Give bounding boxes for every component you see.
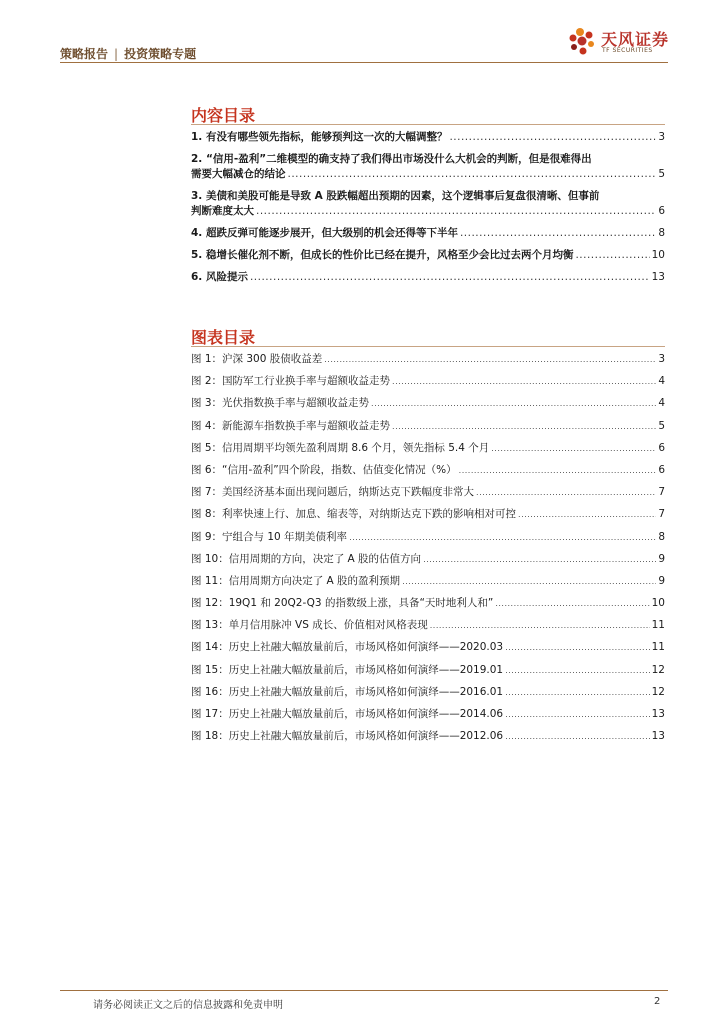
leader-dots <box>392 374 656 389</box>
figure-entry-title: 图 11：信用周期方向决定了 A 股的盈利预期 <box>191 574 401 587</box>
figure-entry-page: 12 <box>651 663 665 676</box>
toc-entry-title: 2. “信用-盈利”二维模型的确支持了我们得出市场没什么大机会的判断，但是很难得出 <box>191 153 592 165</box>
figure-entry-page: 11 <box>651 641 665 654</box>
figure-entry[interactable] <box>191 507 665 529</box>
figure-entry-title: 图 8：利率快速上行、加息、缩表等，对纳斯达克下跌的影响相对可控 <box>191 508 517 521</box>
leader-dots <box>491 441 656 456</box>
leader-dots <box>518 507 656 522</box>
leader-dots <box>505 663 650 678</box>
figure-entry-title: 图 14：历史上社融大幅放量前后，市场风格如何演绎——2020.03 <box>191 641 504 654</box>
leader-dots <box>349 530 656 545</box>
toc-entry[interactable] <box>191 248 665 263</box>
figure-entry-page: 4 <box>658 375 665 388</box>
figure-entry-page: 6 <box>658 463 665 476</box>
figure-entry-page: 7 <box>658 486 665 499</box>
leader-dots <box>505 685 650 700</box>
toc-entry-page: 10 <box>651 249 665 261</box>
figure-entry-page: 13 <box>651 708 665 720</box>
figure-entry-page: 7 <box>658 508 665 521</box>
toc-entry-title: 4. 超跌反弹可能逐步展开，但大级别的机会还得等下半年 <box>191 227 458 239</box>
figure-entry[interactable] <box>191 396 665 418</box>
figure-entry[interactable] <box>191 685 665 707</box>
figure-entry-title: 图 13：单月信用脉冲 VS 成长、价值相对风格表现 <box>191 619 428 632</box>
figure-entry-title: 图 10：信用周期的方向，决定了 A 股的估值方向 <box>191 552 422 565</box>
figure-entry-page: 12 <box>651 685 665 698</box>
leader-dots <box>459 463 657 478</box>
header-divider <box>60 62 668 63</box>
toc-entry-title: 5. 稳增长催化剂不断，但成长的性价比已经在提升，风格至少会比过去两个月均衡 <box>191 249 574 261</box>
figure-entry[interactable] <box>191 374 665 396</box>
leader-dots <box>392 419 656 434</box>
toc-entry[interactable] <box>191 130 665 145</box>
toc-entry[interactable] <box>191 152 665 182</box>
figure-entry-title: 图 15：历史上社融大幅放量前后，市场风格如何演绎——2019.01 <box>191 663 504 676</box>
leader-dots <box>449 130 656 145</box>
flower-logo-icon <box>568 26 598 58</box>
leader-dots <box>256 204 656 219</box>
figure-entry-page: 5 <box>658 419 665 432</box>
leader-dots <box>575 248 649 263</box>
toc-entry-page: 6 <box>658 205 665 217</box>
figure-entry-page: 8 <box>658 530 665 543</box>
figure-entry-title: 图 6：“信用-盈利”四个阶段，指数、估值变化情况（%） <box>191 463 457 476</box>
leader-dots <box>402 574 656 589</box>
figures-rule <box>191 346 665 347</box>
figure-entry[interactable] <box>191 707 665 729</box>
figure-entry-title: 图 7：美国经济基本面出现问题后，纳斯达克下跌幅度非常大 <box>191 486 475 499</box>
figure-entry-title: 图 3：光伏指数换手率与超额收益走势 <box>191 397 370 410</box>
figure-entry-title: 图 17：历史上社融大幅放量前后，市场风格如何演绎——2014.06 <box>191 708 504 720</box>
figure-entry[interactable] <box>191 729 665 751</box>
figure-entry[interactable] <box>191 663 665 685</box>
leader-dots <box>250 270 650 285</box>
figure-entry[interactable] <box>191 640 665 662</box>
contents-title: 内容目录 <box>191 106 256 125</box>
leader-dots <box>505 640 650 655</box>
figure-entry[interactable] <box>191 485 665 507</box>
figure-entry-page: 9 <box>658 552 665 565</box>
toc-entry-page: 3 <box>658 131 665 143</box>
toc-entry-page: 5 <box>658 168 665 180</box>
figure-entry-title: 图 1：沪深 300 股债收益差 <box>191 353 323 365</box>
leader-dots <box>505 707 650 722</box>
leader-dots <box>288 167 657 182</box>
leader-dots <box>476 485 656 500</box>
figure-entry-page: 13 <box>651 730 665 743</box>
header-subcategory: 投资策略专题 <box>124 47 197 61</box>
figure-entry-page: 11 <box>651 619 665 632</box>
figure-entry-title: 图 18：历史上社融大幅放量前后，市场风格如何演绎——2012.06 <box>191 730 504 743</box>
figure-entry[interactable] <box>191 419 665 441</box>
leader-dots <box>430 618 650 633</box>
page-number: 2 <box>654 996 661 1007</box>
figure-entry[interactable] <box>191 463 665 485</box>
figure-entry-title: 图 2：国防军工行业换手率与超额收益走势 <box>191 375 391 388</box>
toc-entry-title: 1. 有没有哪些领先指标，能够预判这一次的大幅调整？ <box>191 131 448 143</box>
figure-entry[interactable] <box>191 530 665 552</box>
leader-dots <box>495 596 649 611</box>
toc-entry-title: 6. 风险提示 <box>191 271 248 283</box>
figures-title: 图表目录 <box>191 328 256 347</box>
leader-dots <box>423 552 656 567</box>
figure-entry[interactable] <box>191 618 665 640</box>
figure-entry[interactable] <box>191 441 665 463</box>
figure-entry-title: 图 5：信用周期平均领先盈利周期 8.6 个月，领先指标 5.4 个月 <box>191 441 490 454</box>
toc-entry-title-cont: 需要大幅减仓的结论 <box>191 168 286 180</box>
figure-entry-title: 图 9：宁组合与 10 年期美债利率 <box>191 530 348 543</box>
toc-entry-page: 13 <box>651 271 665 283</box>
header-category: 策略报告 <box>60 47 109 61</box>
toc-entry[interactable] <box>191 270 665 285</box>
header-breadcrumb <box>60 45 196 62</box>
header-separator: | <box>114 47 119 61</box>
toc-entry[interactable] <box>191 189 665 219</box>
figure-entry-title: 图 12：19Q1 和 20Q2-Q3 的指数级上涨，具备“天时地利人和” <box>191 597 494 610</box>
figure-entry-page: 4 <box>658 397 665 410</box>
contents-rule <box>191 124 665 125</box>
toc-entry-page: 8 <box>658 227 665 239</box>
footer-divider <box>60 990 668 991</box>
logo-name: 天风证券 <box>601 30 670 49</box>
toc-entry-title-cont: 判断难度太大 <box>191 205 254 217</box>
toc-entry-title: 3. 美债和美股可能是导致 A 股跌幅超出预期的因素，这个逻辑事后复盘很清晰、但事前 <box>191 190 600 202</box>
contents-list <box>191 130 665 292</box>
figure-entry[interactable] <box>191 552 665 574</box>
figure-entry-page: 9 <box>658 574 665 587</box>
figure-entry-title: 图 4：新能源车指数换手率与超额收益走势 <box>191 419 391 432</box>
figure-entry-page: 6 <box>658 441 665 454</box>
figures-list <box>191 352 665 751</box>
toc-entry[interactable] <box>191 226 665 241</box>
logo-subtitle: TF SECURITIES <box>602 47 653 54</box>
figure-entry-page: 3 <box>658 353 665 365</box>
leader-dots <box>460 226 656 241</box>
company-logo <box>568 24 678 60</box>
figure-entry-title: 图 16：历史上社融大幅放量前后，市场风格如何演绎——2016.01 <box>191 685 504 698</box>
figure-entry[interactable] <box>191 574 665 596</box>
leader-dots <box>505 729 650 744</box>
figure-entry[interactable] <box>191 352 665 374</box>
leader-dots <box>324 352 656 367</box>
leader-dots <box>371 396 656 411</box>
figure-entry[interactable] <box>191 596 665 618</box>
figure-entry-page: 10 <box>651 597 665 610</box>
footer-disclaimer: 请务必阅读正文之后的信息披露和免责申明 <box>93 1000 283 1011</box>
